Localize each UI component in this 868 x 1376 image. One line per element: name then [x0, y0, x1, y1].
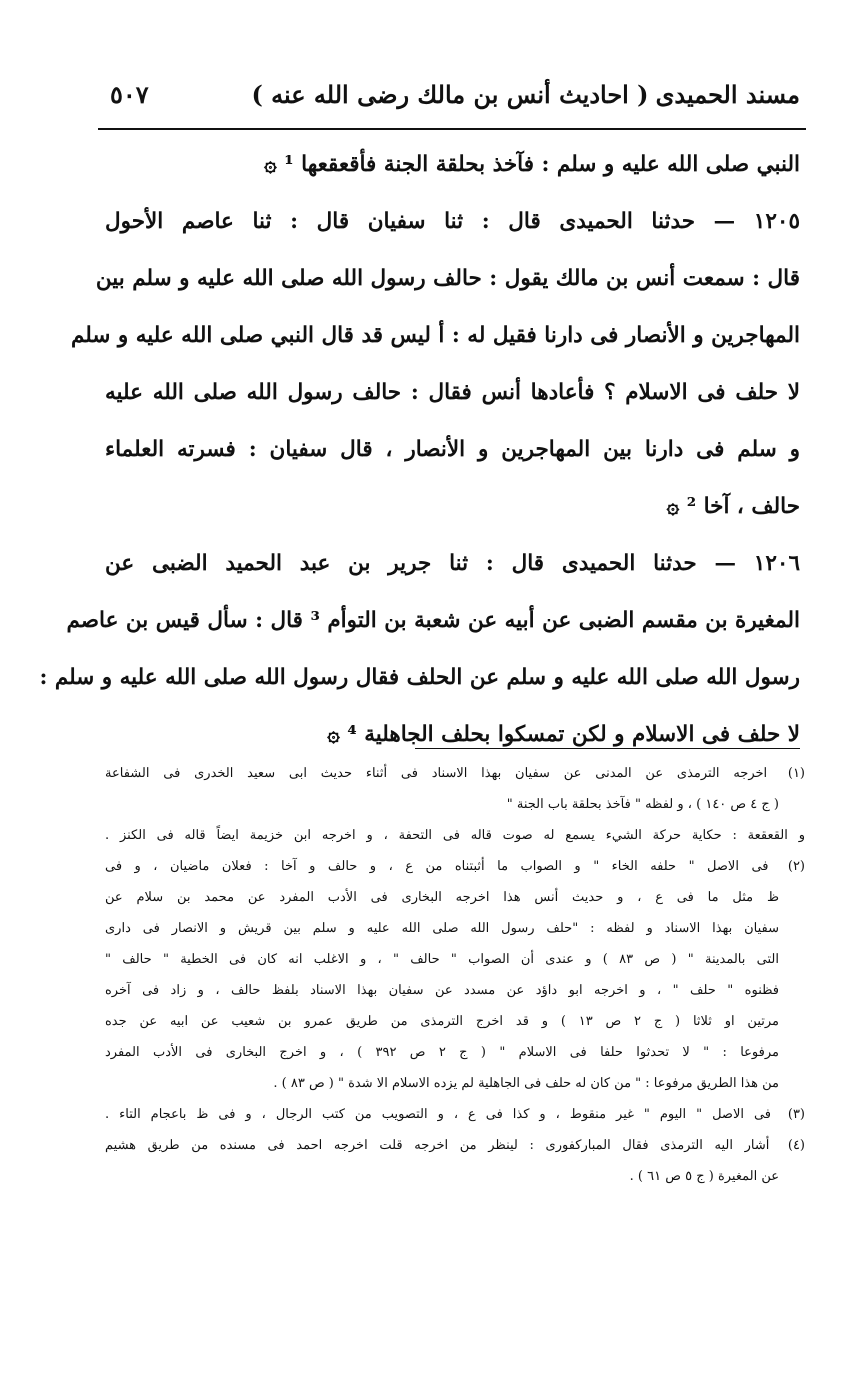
footnote-number: (٢) [787, 859, 805, 874]
footnote-text: اخرجه الترمذى عن المدنى عن سفيان بهذا الاسناد فى أثناء حديث ابى سعيد الخدرى فى الشفاعة [105, 766, 768, 781]
footnote-text: فظنوه " حلف " ، و اخرجه ابو داؤد عن مسدد عن سفيان بهذا الاسناد بلفظ حالف ، و زاد فى آخره [105, 983, 779, 998]
footnote-line [105, 975, 805, 1006]
footnote-number: (١) [787, 766, 805, 781]
footnote-text: ظ مثل ما فى ع ، و حديث أنس هذا اخرجه البخارى فى الأدب المفرد عن محمد بن سلام عن [105, 890, 779, 905]
footnote-line [105, 758, 805, 789]
book-title: مسند الحميدى [655, 80, 800, 109]
footnotes [105, 758, 805, 1192]
footnote-line [105, 820, 805, 851]
footnote-line [105, 882, 805, 913]
footnote-text: مرتين او ثلاثا ( ج ٢ ص ١٣ ) و قد اخرج الترمذى من طريق عمرو بن شعيب عن ابيه عن جده [105, 1014, 779, 1029]
footnote-number: (٤) [787, 1138, 805, 1153]
running-header [100, 80, 800, 120]
footnote-text: فى الاصل " اليوم " غير منقوط ، و كذا فى ع ، و التصويب من كتب الرجال ، و فى ظ باعجام التاء . [105, 1107, 772, 1122]
footnote-text: عن المغيرة ( ج ٥ ص ٦١ ) . [629, 1169, 779, 1184]
footnote-text: التى بالمدينة " ( ص ٨٣ ) و عندى أن الصواب " حالف " ، و الاغلب انه كان فى الخطية " حالف " [105, 952, 779, 967]
footnote-text: مرفوعا : " لا تحدثوا حلفا فى الاسلام " ( ج ٢ ص ٣٩٢ ) ، و اخرج البخارى فى الأدب المفرد [105, 1045, 779, 1060]
footnote-line [105, 1068, 805, 1099]
footnote-text: أشار اليه الترمذى فقال المباركفورى : لينظر من اخرجه قلت اخرجه احمد فى مسنده من طريق هشيم [105, 1138, 770, 1153]
footnote-text: فى الاصل " حلفه الخاء " و الصواب ما أثبتناه من ع ، و حالف و آخا : فعلان ماضيان ، و فى [105, 859, 769, 874]
main-text [39, 136, 800, 763]
footnote-text: ( ج ٤ ص ١٤٠ ) ، و لفظه " فآخذ بحلقة باب الجنة " [506, 797, 779, 812]
page-number: ٥٠٧ [110, 80, 149, 109]
text-line: المهاجرين و الأنصار فى دارنا فقيل له : أ ليس قد قال النبي صلى الله عليه و سلم [70, 323, 800, 348]
footnote-line [105, 1037, 805, 1068]
text-line-hadith-1205: ١٢٠٥ — حدثنا الحميدى قال : ثنا سفيان قال : ثنا عاصم الأحول [105, 209, 800, 234]
text-line: المغيرة بن مقسم الضبى عن أبيه عن شعبة بن التوأم ³ قال : سأل قيس بن عاصم [66, 608, 800, 633]
text-line: رسول الله صلى الله عليه و سلم عن الحلف فقال رسول الله صلى الله عليه و سلم : [39, 665, 800, 690]
header-rule [98, 128, 806, 130]
footnote-text: و القعقعة : حكاية حركة الشيء يسمع له صوت قاله فى التحفة ، و اخرجه ابن خزيمة ايضاً قاله فى الكنز . [105, 828, 805, 843]
footnote-line [105, 913, 805, 944]
text-line: النبي صلى الله عليه و سلم : فآخذ بحلقة الجنة فأقعقعها ¹ ۞ [264, 152, 800, 177]
footnote-line [105, 851, 805, 882]
text-line: لا حلف فى الاسلام ؟ فأعادها أنس فقال : حالف رسول الله صلى الله عليه [105, 380, 800, 405]
footnote-line [105, 789, 805, 820]
footnote-line [105, 1130, 805, 1161]
text-line: لا حلف فى الاسلام و لكن تمسكوا بحلف الجاهلية ⁴ ۞ [327, 722, 800, 747]
footnote-text: سفيان بهذا الاسناد و لفظه : "حلف رسول الله صلى الله عليه و سلم بين قريش و الانصار فى دارى [105, 921, 779, 936]
footnote-line [105, 944, 805, 975]
footnote-line [105, 1099, 805, 1130]
text-line: و سلم فى دارنا بين المهاجرين و الأنصار ، قال سفيان : فسرته العلماء [105, 437, 800, 462]
text-line-hadith-1206: ١٢٠٦ — حدثنا الحميدى قال : ثنا جرير بن عبد الحميد الضبى عن [105, 551, 800, 576]
section-title: ( احاديث أنس بن مالك رضى الله عنه ) [251, 80, 649, 109]
footnote-text: من هذا الطريق مرفوعا : " من كان له حلف فى الجاهلية لم يزده الاسلام الا شدة " ( ص ٨٣ ) . [273, 1076, 779, 1091]
footnote-line [105, 1161, 805, 1192]
footnote-number: (٣) [787, 1107, 805, 1122]
text-line: قال : سمعت أنس بن مالك يقول : حالف رسول الله صلى الله عليه و سلم بين [95, 266, 800, 291]
footnote-line [105, 1006, 805, 1037]
text-line: حالف ، آخا ² ۞ [666, 494, 800, 519]
footnote-rule [415, 748, 800, 749]
